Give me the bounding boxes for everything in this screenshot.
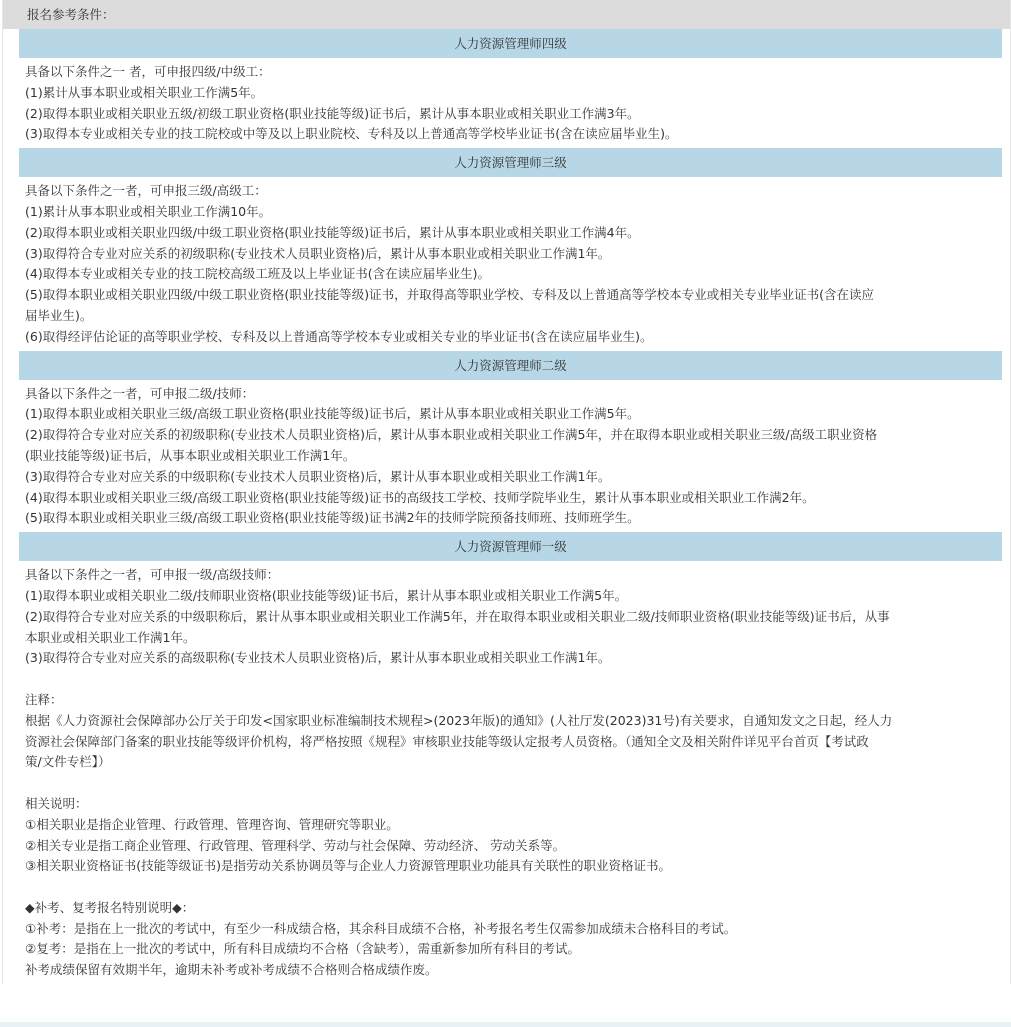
requirement-line: (2)取得符合专业对应关系的中级职称后，累计从事本职业或相关职业工作满5年，并在取得本职业或相关职业二级/技师职业资格(职业技能等级)证书后，从事 — [25, 608, 890, 624]
requirement-line: ◆补考、复考报名特别说明◆： — [25, 899, 195, 915]
blank-line — [25, 773, 990, 794]
requirement-line: (5)取得本职业或相关职业四级/中级工职业资格(职业技能等级)证书，并取得高等职业学校、专科及以上普通高等学校本专业或相关专业毕业证书(含在读应 — [25, 287, 875, 303]
requirement-line: ②相关专业是指工商企业管理、行政管理、管理科学、劳动与社会保障、劳动经济、 劳动关系等。 — [25, 837, 566, 853]
level-header: 人力资源管理师一级 — [19, 532, 1002, 561]
requirement-line: 具备以下条件之一者，可申报三级/高级工： — [25, 183, 267, 199]
requirement-line: (1)累计从事本职业或相关职业工作满5年。 — [25, 84, 264, 100]
requirement-line: (职业技能等级)证书后，从事本职业或相关职业工作满1年。 — [25, 447, 356, 463]
bottom-border — [0, 1022, 1011, 1027]
requirement-line: (1)取得本职业或相关职业二级/技师职业资格(职业技能等级)证书后，累计从事本职业或相关职业工作满5年。 — [25, 587, 628, 603]
requirement-line: (2)取得本职业或相关职业五级/初级工职业资格(职业技能等级)证书后，累计从事本职业或相关职业工作满3年。 — [25, 105, 640, 121]
requirement-line: (1)累计从事本职业或相关职业工作满10年。 — [25, 203, 272, 219]
level-requirements — [3, 177, 1010, 350]
requirement-line: (3)取得符合专业对应关系的中级职称(专业技术人员职业资格)后，累计从事本职业或相关职业工作满1年。 — [25, 468, 611, 484]
level-requirements — [3, 380, 1010, 533]
blank-line — [25, 877, 990, 898]
requirement-line: 本职业或相关职业工作满1年。 — [25, 629, 196, 645]
requirement-line: ①相关职业是指企业管理、行政管理、管理咨询、管理研究等职业。 — [25, 816, 399, 832]
sections-container — [3, 29, 1010, 984]
requirement-line: ①补考：是指在上一批次的考试中，有至少一科成绩合格，其余科目成绩不合格，补考报名考生仅需参加成绩未合格科目的考试。 — [25, 920, 737, 936]
requirement-line: 具备以下条件之一 者，可申报四级/中级工： — [25, 64, 271, 79]
requirement-line: ③相关职业资格证书(技能等级证书)是指劳动关系协调员等与企业人力资源管理职业功能具有关联性的职业资格证书。 — [25, 858, 671, 874]
requirement-line: 策/文件专栏】） — [25, 754, 111, 770]
requirement-line: 具备以下条件之一者，可申报二级/技师： — [25, 385, 255, 401]
requirement-line: (2)取得符合专业对应关系的初级职称(专业技术人员职业资格)后，累计从事本职业或相关职业工作满5年，并在取得本职业或相关职业三级/高级工职业资格 — [25, 427, 878, 443]
requirements-panel — [2, 0, 1011, 984]
blank-line — [25, 669, 990, 690]
level-header: 人力资源管理师四级 — [19, 29, 1002, 58]
requirement-line: ②复考：是指在上一批次的考试中，所有科目成绩均不合格（含缺考），需重新参加所有科目的考试。 — [25, 941, 580, 957]
requirement-line: 具备以下条件之一者，可申报一级/高级技师： — [25, 567, 280, 583]
panel-header: 报名参考条件： — [3, 0, 1010, 29]
requirement-line: 根据《人力资源社会保障部办公厅关于印发<国家职业标准编制技术规程>(2023年版)的通知》(人社厅发(2023)31号)有关要求，自通知发文之日起，经人力 — [25, 712, 893, 728]
requirement-line: (3)取得符合专业对应关系的初级职称(专业技术人员职业资格)后，累计从事本职业或相关职业工作满1年。 — [25, 245, 611, 261]
requirement-line: (1)取得本职业或相关职业三级/高级工职业资格(职业技能等级)证书后，累计从事本职业或相关职业工作满5年。 — [25, 406, 640, 422]
requirement-line: (3)取得本专业或相关专业的技工院校或中等及以上职业院校、专科及以上普通高等学校毕业证书(含在读应届毕业生)。 — [25, 126, 678, 142]
requirement-line: (2)取得本职业或相关职业四级/中级工职业资格(职业技能等级)证书后，累计从事本职业或相关职业工作满4年。 — [25, 224, 640, 240]
requirement-line: (4)取得本专业或相关专业的技工院校高级工班及以上毕业证书(含在读应届毕业生)。 — [25, 266, 490, 282]
requirement-line: (3)取得符合专业对应关系的高级职称(专业技术人员职业资格)后，累计从事本职业或相关职业工作满1年。 — [25, 650, 611, 666]
requirement-line: 注释： — [25, 691, 63, 707]
level-requirements — [3, 561, 1010, 984]
level-header: 人力资源管理师三级 — [19, 148, 1002, 177]
level-header: 人力资源管理师二级 — [19, 351, 1002, 380]
requirement-line: 相关说明： — [25, 795, 88, 811]
requirement-line: (5)取得本职业或相关职业三级/高级工职业资格(职业技能等级)证书满2年的技师学院预备技师班、技师班学生。 — [25, 510, 640, 526]
requirement-line: (6)取得经评估论证的高等职业学校、专科及以上普通高等学校本专业或相关专业的毕业证书(含在读应届毕业生)。 — [25, 328, 653, 344]
level-requirements — [3, 58, 1010, 148]
requirement-line: 届毕业生)。 — [25, 307, 93, 323]
requirement-line: 补考成绩保留有效期半年，逾期未补考或补考成绩不合格则合格成绩作废。 — [25, 962, 438, 978]
requirement-line: 资源社会保障部门备案的职业技能等级评价机构，将严格按照《规程》审核职业技能等级认定报考人员资格。（通知全文及相关附件详见平台首页【考试政 — [25, 733, 869, 749]
requirement-line: (4)取得本职业或相关职业三级/高级工职业资格(职业技能等级)证书的高级技工学校、技师学院毕业生，累计从事本职业或相关职业工作满2年。 — [25, 489, 815, 505]
